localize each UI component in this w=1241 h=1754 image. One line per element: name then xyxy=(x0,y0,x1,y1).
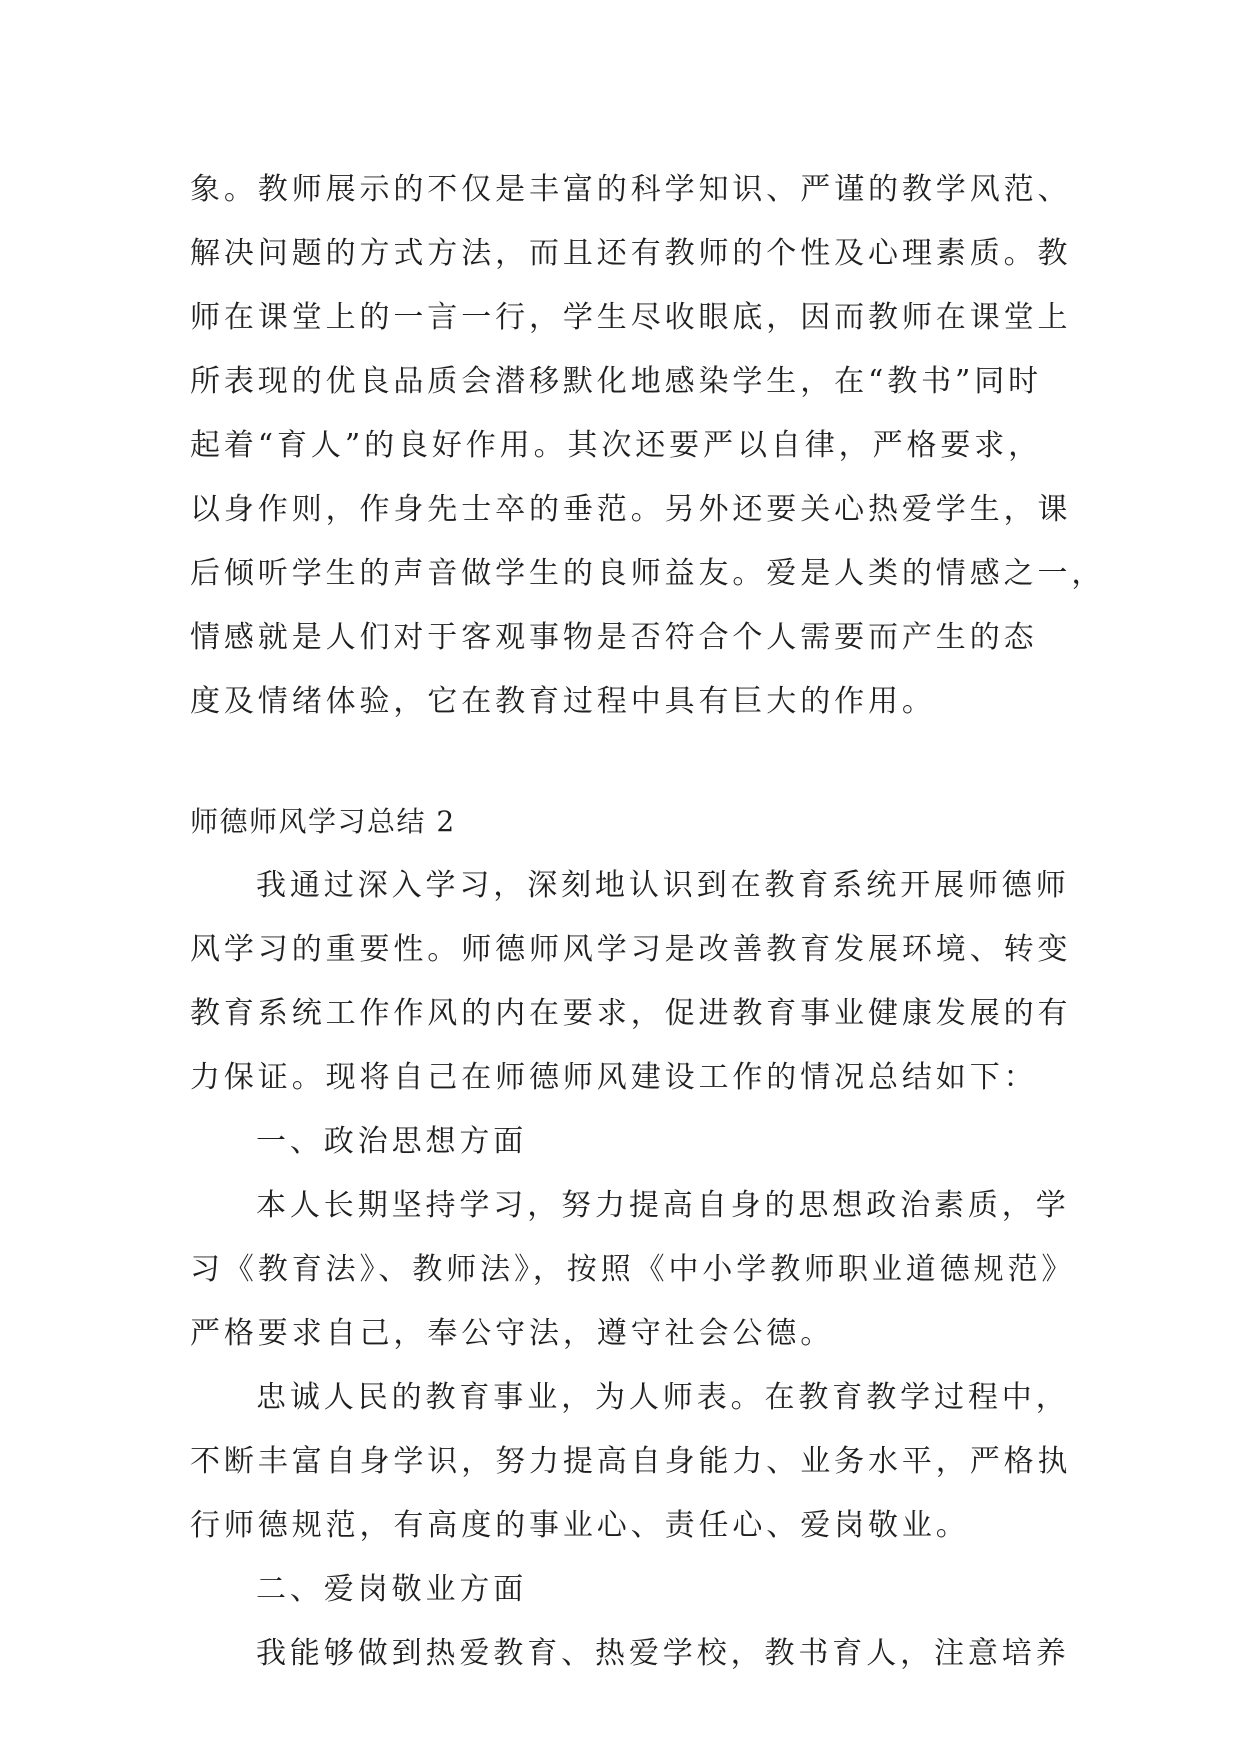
body-line: 起着“育人”的良好作用。其次还要严以自律，严格要求， xyxy=(190,428,1043,463)
section-title: 师德师风学习总结 2 xyxy=(190,805,456,838)
body-line: 解决问题的方式方法，而且还有教师的个性及心理素质。教 xyxy=(190,236,1072,271)
body-line: 不断丰富自身学识，努力提高自身能力、业务水平，严格执 xyxy=(190,1444,1072,1479)
body-line: 情感就是人们对于客观事物是否符合个人需要而产生的态 xyxy=(190,620,1038,655)
body-line: 所表现的优良品质会潜移默化地感染学生，在“教书”同时 xyxy=(190,364,1043,399)
body-line: 风学习的重要性。师德师风学习是改善教育发展环境、转变 xyxy=(190,932,1072,967)
body-line: 我能够做到热爱教育、热爱学校，教书育人，注意培养 xyxy=(256,1636,1070,1671)
body-line: 师在课堂上的一言一行，学生尽收眼底，因而教师在课堂上 xyxy=(190,300,1072,335)
body-line: 以身作则，作身先士卒的垂范。另外还要关心热爱学生，课 xyxy=(190,492,1072,527)
body-line: 象。教师展示的不仅是丰富的科学知识、严谨的教学风范、 xyxy=(190,172,1072,207)
body-line: 习《教育法》、教师法》，按照《中小学教师职业道德规范》 xyxy=(190,1252,1076,1287)
body-line: 度及情绪体验，它在教育过程中具有巨大的作用。 xyxy=(190,684,936,719)
body-line: 教育系统工作作风的内在要求，促进教育事业健康发展的有 xyxy=(190,996,1072,1031)
body-line: 我通过深入学习，深刻地认识到在教育系统开展师德师 xyxy=(256,868,1070,903)
section-gap xyxy=(190,734,1050,798)
body-line: 忠诚人民的教育事业，为人师表。在教育教学过程中， xyxy=(256,1380,1070,1415)
body-line: 本人长期坚持学习，努力提高自身的思想政治素质，学 xyxy=(256,1188,1070,1223)
body-line: 后倾听学生的声音做学生的良师益友。爱是人类的情感之一， xyxy=(190,556,1106,591)
subheading: 一、政治思想方面 xyxy=(256,1124,528,1159)
body-line: 行师德规范，有高度的事业心、责任心、爱岗敬业。 xyxy=(190,1508,970,1543)
subheading: 二、爱岗敬业方面 xyxy=(256,1572,528,1607)
body-line: 严格要求自己，奉公守法，遵守社会公德。 xyxy=(190,1316,835,1351)
document-body xyxy=(190,158,1106,1686)
body-line: 力保证。现将自己在师德师风建设工作的情况总结如下： xyxy=(190,1060,1038,1095)
